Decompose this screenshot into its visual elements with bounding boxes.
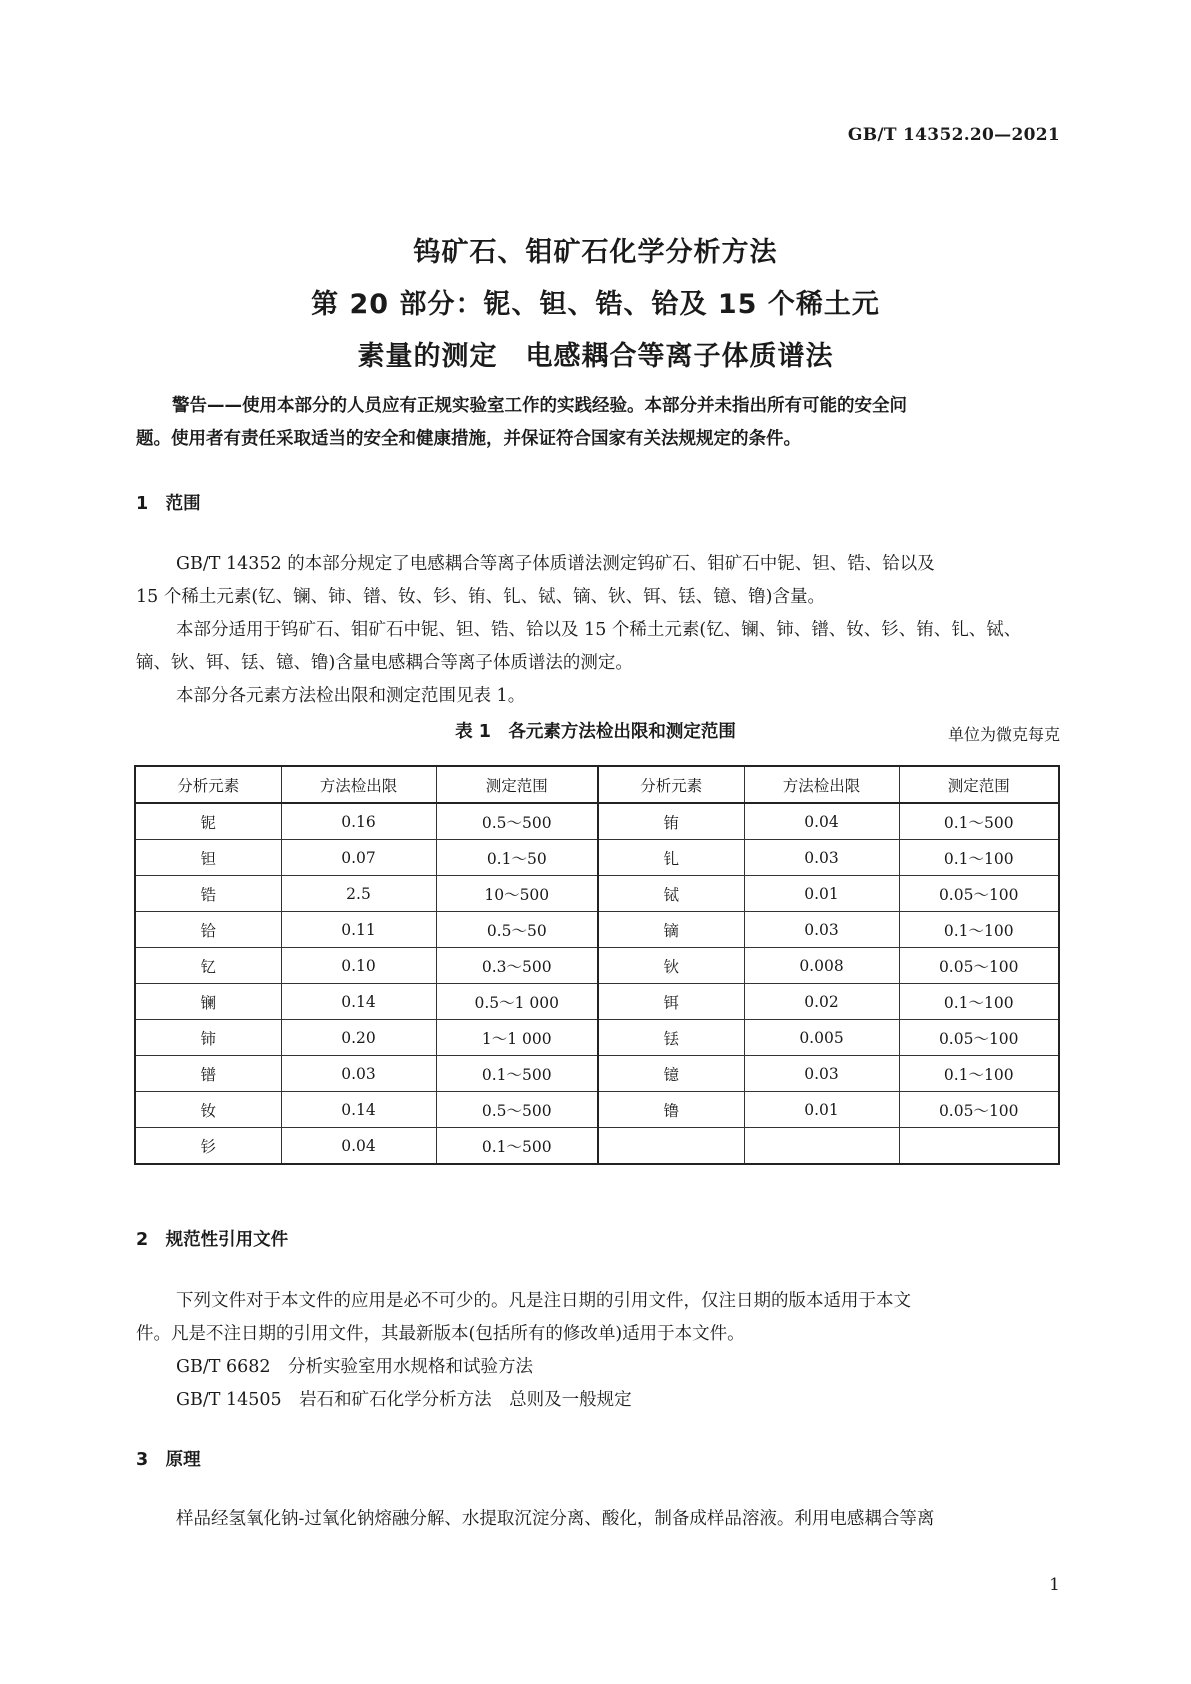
table-cell: 0.20 <box>281 1020 436 1056</box>
principle-p1: 样品经氢氧化钠-过氧化钠熔融分解、水提取沉淀分离、酸化，制备成样品溶液。利用电感耦合等离 <box>176 1509 935 1529</box>
table-row <box>135 876 1059 912</box>
table-cell: 0.14 <box>281 1092 436 1128</box>
table-cell: 0.02 <box>744 984 899 1020</box>
table-row <box>135 912 1059 948</box>
standard-number: GB/T 14352.20—2021 <box>847 125 1060 145</box>
table-cell: 镝 <box>598 912 744 948</box>
table-cell: 钐 <box>135 1128 281 1165</box>
table-header-cell: 分析元素 <box>135 766 281 803</box>
table-cell: 0.03 <box>744 912 899 948</box>
table-header-cell: 方法检出限 <box>281 766 436 803</box>
warning-line-1: 警告——使用本部分的人员应有正规实验室工作的实践经验。本部分并未指出所有可能的安全问 <box>172 396 907 416</box>
table-cell: 铕 <box>598 803 744 840</box>
table-row <box>135 1056 1059 1092</box>
table-header-cell: 测定范围 <box>436 766 598 803</box>
table-cell: 0.5～500 <box>436 1092 598 1128</box>
scope-p1-line-2: 15 个稀土元素(钇、镧、铈、镨、钕、钐、铕、钆、铽、镝、钬、铒、铥、镱、镥)含量。 <box>136 587 825 607</box>
table-cell: 0.05～100 <box>899 876 1059 912</box>
table-cell: 0.04 <box>744 803 899 840</box>
section-3-body <box>136 1503 1056 1536</box>
table-cell: 0.1～500 <box>436 1128 598 1165</box>
document-title-line-3: 素量的测定 电感耦合等离子体质谱法 <box>357 341 834 372</box>
table-cell: 钽 <box>135 840 281 876</box>
table-cell: 0.01 <box>744 876 899 912</box>
table-cell: 镱 <box>598 1056 744 1092</box>
table-cell: 1～1 000 <box>436 1020 598 1056</box>
table-cell: 0.1～500 <box>436 1056 598 1092</box>
table-cell: 0.05～100 <box>899 1092 1059 1128</box>
scope-p2-line-2: 镝、钬、铒、铥、镱、镥)含量电感耦合等离子体质谱法的测定。 <box>136 653 633 673</box>
document-title-line-2: 第 20 部分：铌、钽、锆、铪及 15 个稀土元 <box>311 289 880 320</box>
table-cell: 0.5～50 <box>436 912 598 948</box>
table-cell: 锆 <box>135 876 281 912</box>
table-header-cell: 方法检出限 <box>744 766 899 803</box>
table-cell: 0.1～100 <box>899 840 1059 876</box>
table-cell: 0.11 <box>281 912 436 948</box>
table-cell <box>744 1128 899 1165</box>
table-row <box>135 1092 1059 1128</box>
table-cell: 0.1～100 <box>899 984 1059 1020</box>
table-cell: 0.03 <box>744 840 899 876</box>
table-cell: 0.1～100 <box>899 912 1059 948</box>
table-cell: 0.1～500 <box>899 803 1059 840</box>
table-cell: 0.3～500 <box>436 948 598 984</box>
table-cell: 0.04 <box>281 1128 436 1165</box>
table-cell: 0.1～100 <box>899 1056 1059 1092</box>
normative-p1-line-1: 下列文件对于本文件的应用是必不可少的。凡是注日期的引用文件，仅注日期的版本适用于本文 <box>176 1291 911 1311</box>
scope-p1-line-1: GB/T 14352 的本部分规定了电感耦合等离子体质谱法测定钨矿石、钼矿石中铌、钽、锆、铪以及 <box>176 554 935 574</box>
table-cell: 10～500 <box>436 876 598 912</box>
table-cell: 0.14 <box>281 984 436 1020</box>
table-cell: 铌 <box>135 803 281 840</box>
table-row <box>135 948 1059 984</box>
section-3-heading: 3 原理 <box>136 1450 201 1470</box>
table-row <box>135 803 1059 840</box>
table-cell: 0.16 <box>281 803 436 840</box>
document-title-line-1: 钨矿石、钼矿石化学分析方法 <box>413 237 778 268</box>
table-cell: 铽 <box>598 876 744 912</box>
table-cell: 0.005 <box>744 1020 899 1056</box>
table-row <box>135 1128 1059 1165</box>
scope-p2-line-1: 本部分适用于钨矿石、钼矿石中铌、钽、锆、铪以及 15 个稀土元素(钇、镧、铈、镨、钕、钐、铕、钆、铽、 <box>176 620 1022 640</box>
table-cell: 0.01 <box>744 1092 899 1128</box>
table-cell: 钆 <box>598 840 744 876</box>
reference-gbt-14505: GB/T 14505 岩石和矿石化学分析方法 总则及一般规定 <box>176 1390 632 1410</box>
warning-line-2: 题。使用者有责任采取适当的安全和健康措施，并保证符合国家有关法规规定的条件。 <box>136 429 801 449</box>
table-cell: 0.5～500 <box>436 803 598 840</box>
section-2-body <box>136 1285 1056 1417</box>
page-number: 1 <box>1049 1575 1060 1595</box>
table-row <box>135 984 1059 1020</box>
table-cell: 0.5～1 000 <box>436 984 598 1020</box>
table-cell: 铥 <box>598 1020 744 1056</box>
table-cell <box>899 1128 1059 1165</box>
table-header-cell: 分析元素 <box>598 766 744 803</box>
warning-paragraph <box>136 390 1056 456</box>
table-1 <box>134 765 1060 1165</box>
table-cell: 镧 <box>135 984 281 1020</box>
table-header-cell: 测定范围 <box>899 766 1059 803</box>
normative-p1-line-2: 件。凡是不注日期的引用文件，其最新版本(包括所有的修改单)适用于本文件。 <box>136 1324 745 1344</box>
table-cell: 钇 <box>135 948 281 984</box>
table-cell: 0.03 <box>281 1056 436 1092</box>
table-1-caption: 表 1 各元素方法检出限和测定范围 <box>455 722 736 742</box>
table-cell: 铪 <box>135 912 281 948</box>
section-2-heading: 2 规范性引用文件 <box>136 1230 289 1250</box>
table-cell: 铒 <box>598 984 744 1020</box>
table-cell: 镥 <box>598 1092 744 1128</box>
table-cell: 2.5 <box>281 876 436 912</box>
table-cell: 0.05～100 <box>899 1020 1059 1056</box>
table-cell: 钕 <box>135 1092 281 1128</box>
table-cell: 钬 <box>598 948 744 984</box>
table-cell: 0.05～100 <box>899 948 1059 984</box>
table-cell: 0.03 <box>744 1056 899 1092</box>
reference-gbt-6682: GB/T 6682 分析实验室用水规格和试验方法 <box>176 1357 534 1377</box>
table-cell: 0.008 <box>744 948 899 984</box>
table-row <box>135 1020 1059 1056</box>
table-1-unit: 单位为微克每克 <box>947 725 1060 744</box>
table-cell: 0.10 <box>281 948 436 984</box>
scope-p3: 本部分各元素方法检出限和测定范围见表 1。 <box>176 686 526 706</box>
table-cell: 0.07 <box>281 840 436 876</box>
table-cell: 镨 <box>135 1056 281 1092</box>
table-cell: 铈 <box>135 1020 281 1056</box>
table-cell: 0.1～50 <box>436 840 598 876</box>
section-1-body <box>136 548 1056 713</box>
table-row <box>135 840 1059 876</box>
table-header-row <box>135 766 1059 803</box>
table-cell <box>598 1128 744 1165</box>
section-1-heading: 1 范围 <box>136 494 201 514</box>
